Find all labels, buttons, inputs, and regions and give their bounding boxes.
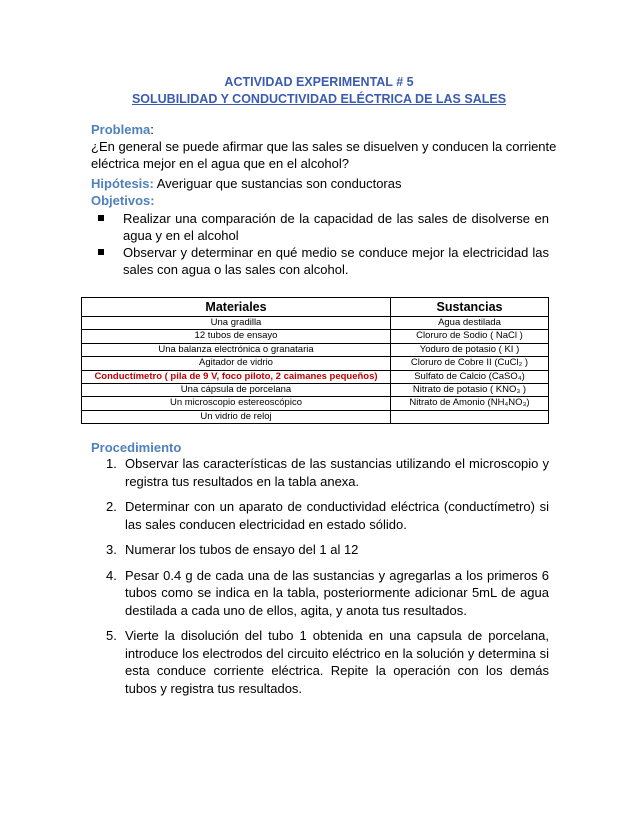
table-header-row — [82, 298, 549, 317]
objetivos-list — [91, 210, 549, 278]
problema-colon: : — [150, 122, 154, 137]
sustancia-cell: Sulfato de Calcio (CaSO₄) — [391, 370, 549, 383]
square-bullet-icon — [98, 215, 104, 221]
step-number: 1. — [106, 456, 117, 471]
objetivo-text: Realizar una comparación de la capacidad de las sales de disolverse en agua y en el alcohol — [123, 211, 549, 243]
step-number: 3. — [106, 542, 117, 557]
procedimiento-step — [91, 627, 549, 697]
objetivo-item — [91, 244, 549, 278]
activity-subtitle: SOLUBILIDAD Y CONDUCTIVIDAD ELÉCTRICA DE LAS SALES — [131, 92, 507, 106]
step-text: Determinar con un aparato de conductividad eléctrica (conductímetro) si las sales conducen electricidad en estado sólido. — [125, 499, 549, 532]
problema-label: Problema — [91, 122, 151, 137]
material-cell: Un vidrio de reloj — [82, 410, 391, 423]
table-row — [82, 343, 549, 356]
procedimiento-label: Procedimiento — [91, 440, 182, 455]
square-bullet-icon — [98, 249, 104, 255]
problema-section — [91, 121, 561, 172]
table-row — [82, 330, 549, 343]
objetivos-section — [91, 192, 561, 209]
hipotesis-section — [91, 175, 561, 192]
table-row — [82, 317, 549, 330]
sustancia-cell: Yoduro de potasio ( KI ) — [391, 343, 549, 356]
objetivos-label: Objetivos: — [91, 193, 155, 208]
procedimiento-list — [91, 455, 549, 705]
procedimiento-step — [91, 567, 549, 620]
table-row — [82, 357, 549, 370]
header-materiales: Materiales — [82, 298, 391, 317]
step-text: Observar las características de las sustancias utilizando el microscopio y registra tus resultados en la tabla anexa. — [125, 456, 549, 489]
objetivo-item — [91, 210, 549, 244]
step-text: Pesar 0.4 g de cada una de las sustancias y agregarlas a los primeros 6 tubos como se indica en la tabla, posteriormente adicionar 5mL de agua destilada a cada uno de ellos, agita, y anota tus resultados. — [125, 567, 549, 618]
table-row — [82, 370, 549, 383]
step-text: Numerar los tubos de ensayo del 1 al 12 — [125, 542, 359, 557]
step-number: 2. — [106, 499, 117, 514]
table-row — [82, 384, 549, 397]
procedimiento-step — [91, 541, 549, 559]
step-number: 5. — [106, 628, 117, 643]
problema-text: ¿En general se puede afirmar que las sales se disuelven y conducen la corriente eléctrica mejor en el agua que en el alcohol? — [91, 139, 557, 171]
procedimiento-step — [91, 498, 549, 533]
material-cell: 12 tubos de ensayo — [82, 330, 391, 343]
sustancia-cell: Cloruro de Cobre II (CuCl₂ ) — [391, 357, 549, 370]
material-cell: Una gradilla — [82, 317, 391, 330]
activity-title: ACTIVIDAD EXPERIMENTAL # 5 — [224, 75, 414, 89]
material-cell-highlighted: Conductímetro ( pila de 9 V, foco piloto, 2 caimanes pequeños) — [82, 370, 391, 383]
hipotesis-text: Averiguar que sustancias son conductoras — [156, 176, 402, 191]
objetivo-text: Observar y determinar en qué medio se conduce mejor la electricidad las sales con agua o las sales con alcohol. — [123, 245, 549, 277]
procedimiento-step — [91, 455, 549, 490]
sustancia-cell: Cloruro de Sodio ( NaCl ) — [391, 330, 549, 343]
materiales-table — [81, 297, 549, 424]
sustancia-cell: Nitrato de Amonio (NH₄NO₃) — [391, 397, 549, 410]
title-block — [0, 74, 638, 108]
sustancia-cell: Nitrato de potasio ( KNO₃ ) — [391, 384, 549, 397]
sustancia-cell: Agua destilada — [391, 317, 549, 330]
header-sustancias: Sustancias — [391, 298, 549, 317]
hipotesis-label: Hipótesis: — [91, 176, 154, 191]
step-number: 4. — [106, 567, 117, 583]
step-text: Vierte la disolución del tubo 1 obtenida en una capsula de porcelana, introduce los electrodos del circuito eléctrico en la solución y determina si esta conduce corriente eléctrica. Repite la operación con los demás tubos y registra tus resultados. — [125, 628, 549, 696]
material-cell: Una cápsula de porcelana — [82, 384, 391, 397]
material-cell: Una balanza electrónica o granataria — [82, 343, 391, 356]
material-cell: Agitador de vidrio — [82, 357, 391, 370]
sustancia-cell — [391, 410, 549, 423]
material-cell: Un microscopio estereoscópico — [82, 397, 391, 410]
table-row — [82, 397, 549, 410]
procedimiento-section — [91, 439, 181, 456]
table-row — [82, 410, 549, 423]
